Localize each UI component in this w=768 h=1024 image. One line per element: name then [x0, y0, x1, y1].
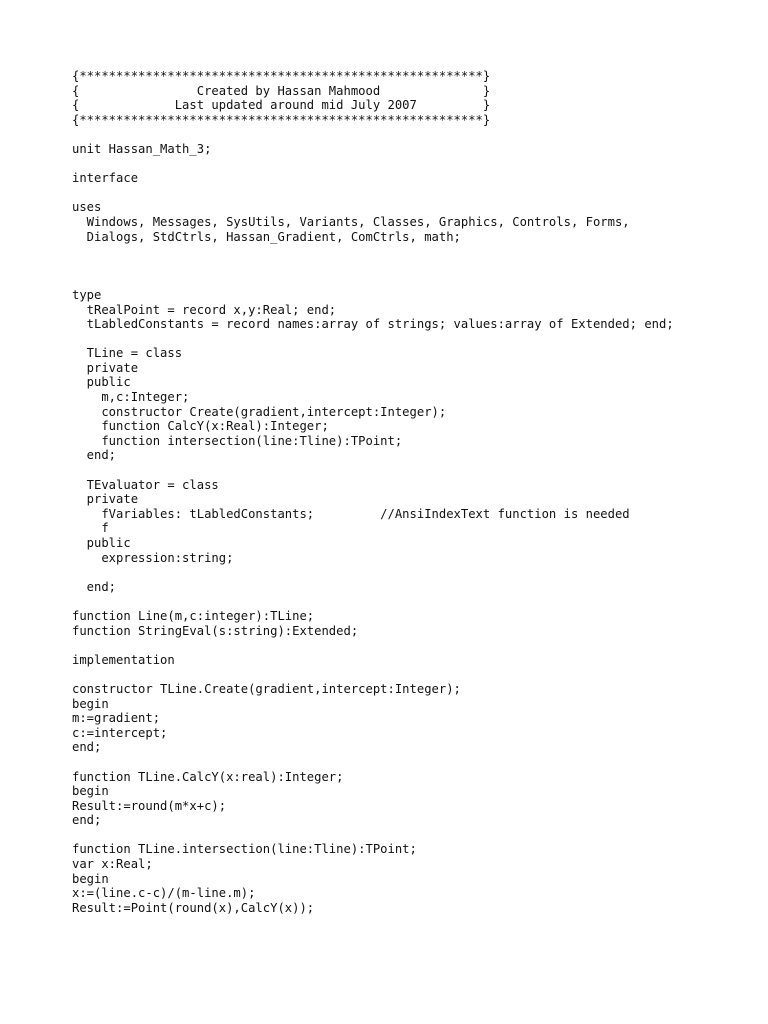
source-code-listing	[72, 69, 674, 915]
code-line: f	[72, 521, 109, 536]
code-line: function CalcY(x:Real):Integer;	[72, 419, 329, 434]
code-line: function Line(m,c:integer):TLine;	[72, 608, 315, 623]
code-line: expression:string;	[72, 550, 234, 565]
code-line: tLabledConstants = record names:array of strings; values:array of Extended; end;	[72, 317, 674, 332]
code-line: unit Hassan_Math_3;	[72, 141, 212, 156]
code-line: public	[72, 375, 131, 390]
code-line: end;	[72, 813, 102, 828]
code-line: implementation	[72, 652, 175, 667]
code-line: TEvaluator = class	[72, 477, 219, 492]
code-line: begin	[72, 696, 109, 711]
code-line: uses	[72, 200, 102, 215]
code-line: public	[72, 536, 131, 550]
code-line: Result:=round(m*x+c);	[72, 798, 227, 813]
code-line: begin	[72, 871, 109, 886]
code-line: interface	[72, 171, 139, 186]
code-line: function intersection(line:Tline):TPoint;	[72, 433, 403, 448]
code-line: constructor TLine.Create(gradient,intercept:Integer);	[72, 681, 461, 696]
code-line: function TLine.intersection(line:Tline):TPoint;	[72, 842, 417, 857]
code-line	[72, 638, 674, 653]
code-line: {*******************************************************}	[72, 112, 491, 127]
code-line	[72, 244, 674, 259]
code-line: {*******************************************************}	[72, 69, 491, 83]
code-line: end;	[72, 740, 102, 755]
code-line: function TLine.CalcY(x:real):Integer;	[72, 769, 344, 784]
code-line	[72, 565, 674, 580]
code-line: fVariables: tLabledConstants; //AnsiIndexText function is needed	[72, 506, 630, 521]
code-line: var x:Real;	[72, 857, 153, 872]
code-line: TLine = class	[72, 346, 183, 361]
code-line	[72, 332, 674, 347]
code-line	[72, 157, 674, 172]
code-line: x:=(line.c-c)/(m-line.m);	[72, 886, 256, 901]
code-line	[72, 186, 674, 201]
code-line: private	[72, 492, 139, 507]
code-line	[72, 273, 674, 288]
code-line	[72, 127, 674, 142]
code-line: m:=gradient;	[72, 711, 161, 726]
code-line: { Last updated around mid July 2007 }	[72, 98, 491, 113]
code-line: { Created by Hassan Mahmood }	[72, 83, 491, 98]
code-line: end;	[72, 448, 117, 463]
code-line	[72, 667, 674, 682]
code-line: type	[72, 287, 102, 302]
code-line	[72, 259, 674, 274]
code-line: begin	[72, 784, 109, 799]
code-line: Dialogs, StdCtrls, Hassan_Gradient, ComCtrls, math;	[72, 229, 461, 244]
code-line	[72, 755, 674, 770]
code-line	[72, 828, 674, 843]
code-line: end;	[72, 579, 117, 594]
code-line: c:=intercept;	[72, 725, 168, 740]
code-line: Result:=Point(round(x),CalcY(x));	[72, 900, 315, 915]
code-line: tRealPoint = record x,y:Real; end;	[72, 302, 337, 317]
code-line	[72, 594, 674, 609]
code-line: private	[72, 360, 139, 375]
code-line: constructor Create(gradient,intercept:Integer);	[72, 404, 447, 419]
code-line: Windows, Messages, SysUtils, Variants, Classes, Graphics, Controls, Forms,	[72, 214, 630, 229]
code-line: m,c:Integer;	[72, 390, 190, 405]
code-line	[72, 463, 674, 478]
code-line: function StringEval(s:string):Extended;	[72, 623, 359, 638]
